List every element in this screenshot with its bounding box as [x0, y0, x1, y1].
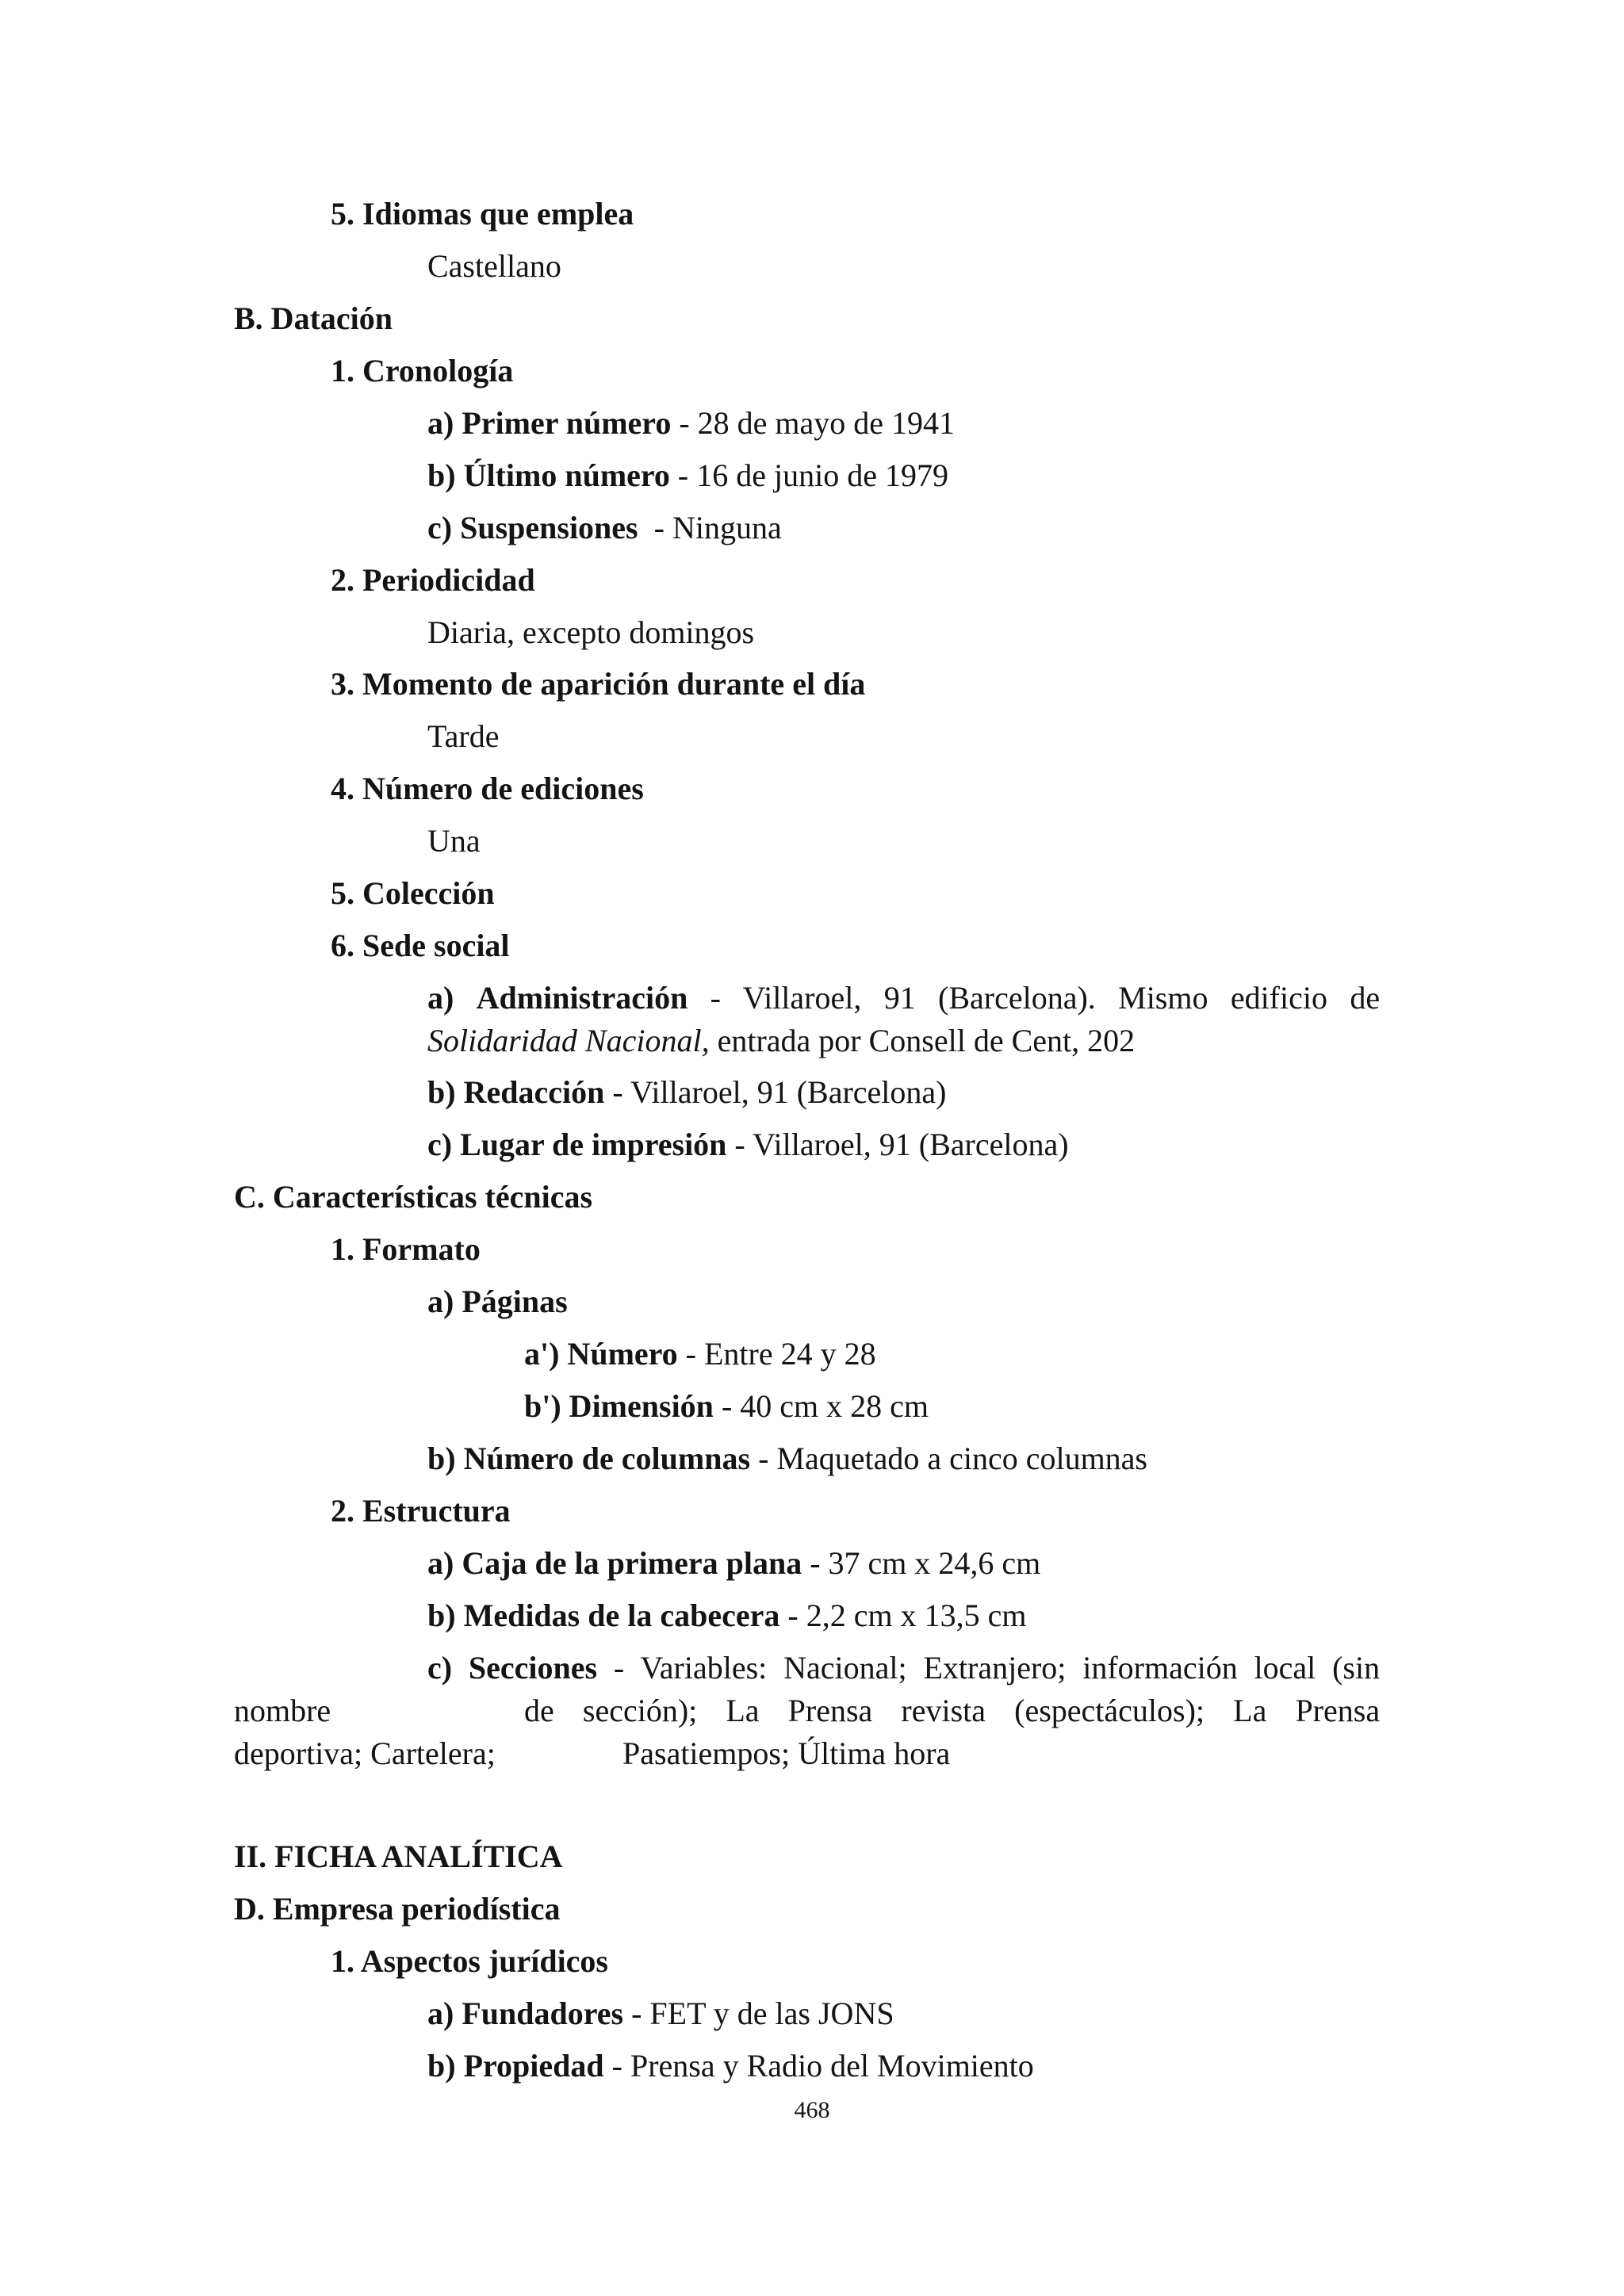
- value-caja: - 37 cm x 24,6 cm: [802, 1545, 1041, 1581]
- secciones-line2: [524, 1691, 1380, 1731]
- heading-paginas: a) Páginas: [427, 1284, 568, 1319]
- admin-word: de: [1350, 980, 1381, 1016]
- label-propiedad: b) Propiedad: [427, 2048, 604, 2084]
- secciones-line3-end: Pasatiempos; Última hora: [622, 1735, 951, 1771]
- heading-sede-social: 6. Sede social: [331, 928, 510, 963]
- secciones-word: Secciones: [468, 1650, 598, 1686]
- secciones-word: Nacional;: [783, 1650, 907, 1686]
- label-fundadores: a) Fundadores: [427, 1996, 624, 2031]
- page-number: 468: [794, 2097, 830, 2123]
- label-caja: a) Caja de la primera plana: [427, 1545, 802, 1581]
- admin-word: -: [710, 980, 721, 1016]
- line-secciones: [427, 1648, 1380, 1688]
- label-primer-numero: a) Primer número: [427, 405, 672, 441]
- value-numero-paginas: - Entre 24 y 28: [677, 1336, 876, 1372]
- value-ultimo-numero: - 16 de junio de 1979: [669, 457, 948, 493]
- admin-word: Villaroel,: [742, 980, 862, 1016]
- secciones-word: Prensa: [1295, 1693, 1381, 1728]
- line-medidas-cabecera: [427, 1596, 1026, 1636]
- heading-periodicidad: 2. Periodicidad: [331, 562, 535, 598]
- label-suspensiones: c) Suspensiones: [427, 510, 638, 545]
- line-numero-paginas: [524, 1334, 876, 1374]
- line-redaccion: [427, 1073, 946, 1112]
- label-dimension: b') Dimensión: [524, 1388, 714, 1424]
- section-caracteristicas: C. Características técnicas: [234, 1179, 593, 1215]
- secciones-word: (espectáculos);: [1014, 1693, 1205, 1728]
- line-administracion: [427, 978, 1380, 1018]
- heading-ediciones: 4. Número de ediciones: [331, 771, 644, 806]
- line-caja: [427, 1544, 1040, 1583]
- section-ficha-analitica: II. FICHA ANALÍTICA: [234, 1839, 563, 1874]
- line-fundadores: [427, 1994, 894, 2034]
- value-primer-numero: - 28 de mayo de 1941: [671, 405, 956, 441]
- admin-word: a): [427, 980, 454, 1016]
- heading-momento: 3. Momento de aparición durante el día: [331, 666, 866, 702]
- label-redaccion: b) Redacción: [427, 1074, 605, 1110]
- value-columnas: - Maquetado a cinco columnas: [750, 1441, 1147, 1476]
- value-lugar-impresion: - Villaroel, 91 (Barcelona): [726, 1127, 1069, 1162]
- value-periodicidad: Diaria, excepto domingos: [427, 614, 755, 650]
- secciones-word: La: [1233, 1693, 1267, 1728]
- admin-word: (Barcelona).: [938, 980, 1096, 1016]
- secciones-word: -: [613, 1650, 625, 1686]
- secciones-word: revista: [901, 1693, 986, 1728]
- label-ultimo-numero: b) Último número: [427, 457, 670, 493]
- admin-word: Mismo: [1118, 980, 1208, 1016]
- secciones-line2-start: nombre: [234, 1693, 331, 1728]
- value-dimension: - 40 cm x 28 cm: [713, 1388, 929, 1424]
- secciones-word: información: [1082, 1650, 1238, 1686]
- line-suspensiones: [427, 508, 782, 548]
- line-dimension: [524, 1387, 929, 1426]
- secciones-word: sección);: [582, 1693, 698, 1728]
- line-lugar-impresion: [427, 1125, 1069, 1165]
- heading-formato: 1. Formato: [331, 1231, 481, 1267]
- line-propiedad: [427, 2046, 1034, 2086]
- admin-address-cont: entrada por Consell de Cent, 202: [709, 1023, 1136, 1058]
- secciones-word: c): [427, 1650, 453, 1686]
- admin-word: edificio: [1230, 980, 1327, 1016]
- admin-word: 91: [883, 980, 916, 1016]
- secciones-word: Variables:: [640, 1650, 768, 1686]
- value-fundadores: - FET y de las JONS: [623, 1996, 894, 2031]
- value-momento: Tarde: [427, 718, 500, 754]
- value-propiedad: - Prensa y Radio del Movimiento: [603, 2048, 1034, 2084]
- admin-word: Administración: [476, 980, 688, 1016]
- secciones-word: de: [524, 1693, 554, 1728]
- newspaper-name: Solidaridad Nacional,: [427, 1023, 710, 1058]
- line-ultimo-numero: [427, 456, 948, 496]
- value-idiomas: Castellano: [427, 248, 561, 284]
- value-ediciones: Una: [427, 823, 481, 859]
- heading-cronologia: 1. Cronología: [331, 353, 514, 388]
- value-suspensiones: - Ninguna: [638, 510, 782, 545]
- secciones-word: La: [726, 1693, 760, 1728]
- heading-coleccion: 5. Colección: [331, 875, 495, 911]
- line-columnas: [427, 1439, 1147, 1479]
- label-numero-paginas: a') Número: [524, 1336, 678, 1372]
- heading-estructura: 2. Estructura: [331, 1493, 511, 1529]
- label-columnas: b) Número de columnas: [427, 1441, 751, 1476]
- label-medidas-cabecera: b) Medidas de la cabecera: [427, 1598, 780, 1633]
- label-lugar-impresion: c) Lugar de impresión: [427, 1127, 727, 1162]
- section-empresa: D. Empresa periodística: [234, 1891, 561, 1927]
- line-primer-numero: [427, 404, 955, 443]
- secciones-line3-start: deportiva; Cartelera;: [234, 1735, 496, 1771]
- secciones-word: Prensa: [787, 1693, 873, 1728]
- secciones-word: Extranjero;: [923, 1650, 1067, 1686]
- value-redaccion: - Villaroel, 91 (Barcelona): [604, 1074, 947, 1110]
- value-medidas-cabecera: - 2,2 cm x 13,5 cm: [779, 1598, 1027, 1633]
- section-datacion: B. Datación: [234, 300, 393, 336]
- line-administracion-cont: [427, 1021, 1135, 1061]
- secciones-word: (sin: [1332, 1650, 1381, 1686]
- heading-idiomas: 5. Idiomas que emplea: [331, 196, 634, 232]
- heading-aspectos-juridicos: 1. Aspectos jurídicos: [331, 1943, 608, 1979]
- secciones-word: local: [1254, 1650, 1316, 1686]
